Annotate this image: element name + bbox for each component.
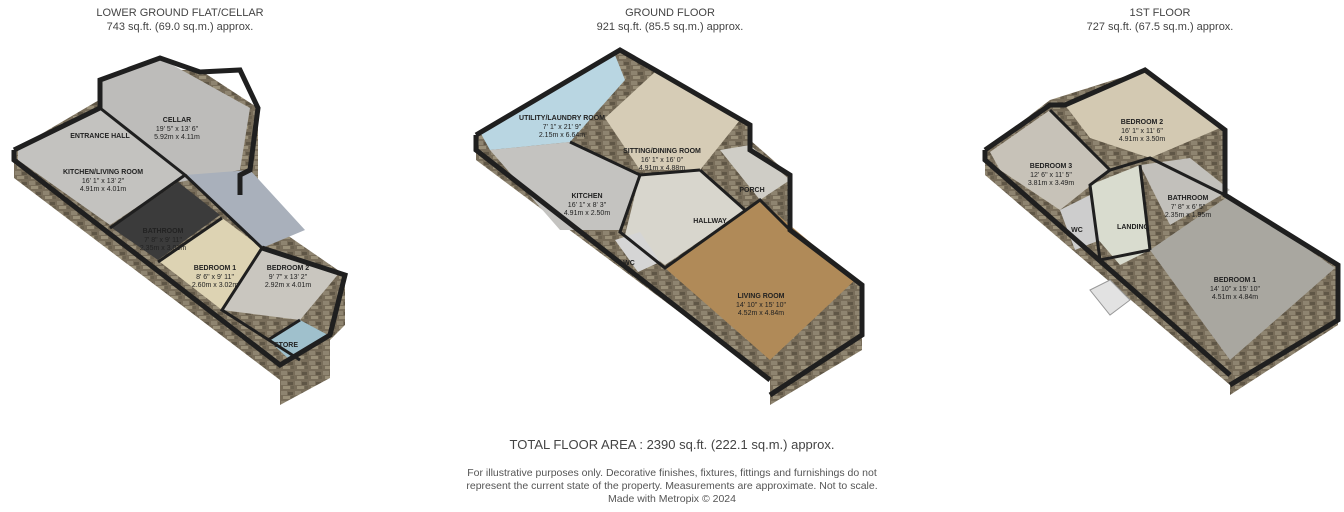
ground-floor-plan — [476, 50, 862, 405]
floor-title: 1ST FLOOR — [1129, 7, 1191, 19]
disclaimer-line-2: represent the current state of the property. Measurements are approximate. Not to scale. — [466, 480, 878, 492]
room-label-wc-first: WC — [1071, 227, 1083, 234]
room-label-landing: LANDING — [1117, 224, 1149, 231]
disclaimer — [0, 467, 1344, 506]
room-label-living-room: LIVING ROOM 14' 10" x 15' 10" 4.52m x 4.84m — [735, 293, 787, 317]
room-label-bathroom: BATHROOM 7' 8" x 9' 11" 2.35m x 3.02m — [139, 228, 187, 252]
total-floor-area: TOTAL FLOOR AREA : 2390 sq.ft. (222.1 sq.m.) approx. — [509, 437, 835, 452]
room-label-cellar: CELLAR 19' 5" x 13' 6" 5.92m x 4.11m — [154, 117, 200, 141]
room-label-hallway: HALLWAY — [693, 218, 727, 225]
room-label-porch: PORCH — [739, 187, 765, 194]
floor-title: GROUND FLOOR — [625, 7, 715, 19]
room-label-sitting-dining: SITTING/DINING ROOM 16' 1" x 16' 0" 4.91m x 4.88m — [623, 148, 701, 172]
floor-area: 727 sq.ft. (67.5 sq.m.) approx. — [1086, 21, 1234, 33]
room-label-bedroom-1-first: BEDROOM 1 14' 10" x 15' 10" 4.51m x 4.84m — [1209, 277, 1261, 301]
room-label-entrance-hall: ENTRANCE HALL — [70, 133, 130, 140]
disclaimer-line-3: Made with Metropix © 2024 — [608, 493, 736, 505]
room-label-store: STORE — [274, 342, 298, 349]
floor-area: 921 sq.ft. (85.5 sq.m.) approx. — [596, 21, 744, 33]
disclaimer-line-1: For illustrative purposes only. Decorative finishes, fixtures, fittings and furnishings do not — [467, 467, 877, 479]
room-label-kitchen-living: KITCHEN/LIVING ROOM 16' 1" x 13' 2" 4.91m x 4.01m — [62, 169, 144, 193]
room-label-bathroom-first: BATHROOM 7' 8" x 6' 5" 2.35m x 1.95m — [1164, 195, 1212, 219]
room-label-wc: WC — [623, 260, 635, 267]
room-label-bedroom-3: BEDROOM 3 12' 6" x 11' 5" 3.81m x 3.49m — [1027, 163, 1075, 187]
room-label-bedroom-2: BEDROOM 2 9' 7" x 13' 2" 2.92m x 4.01m — [264, 265, 312, 289]
room-label-bedroom-2-first: BEDROOM 2 16' 1" x 11' 6" 4.91m x 3.50m — [1118, 119, 1166, 143]
floor-title: LOWER GROUND FLAT/CELLAR — [96, 7, 264, 19]
room-label-bedroom-1: BEDROOM 1 8' 6" x 9' 11" 2.60m x 3.02m — [191, 265, 239, 289]
floor-area: 743 sq.ft. (69.0 sq.m.) approx. — [106, 21, 254, 33]
room-label-kitchen: KITCHEN 16' 1" x 8' 3" 4.91m x 2.50m — [563, 193, 611, 217]
room-label-utility: UTILITY/LAUNDRY ROOM 7' 1" x 21' 9" 2.15m x 6.64m — [519, 115, 605, 139]
